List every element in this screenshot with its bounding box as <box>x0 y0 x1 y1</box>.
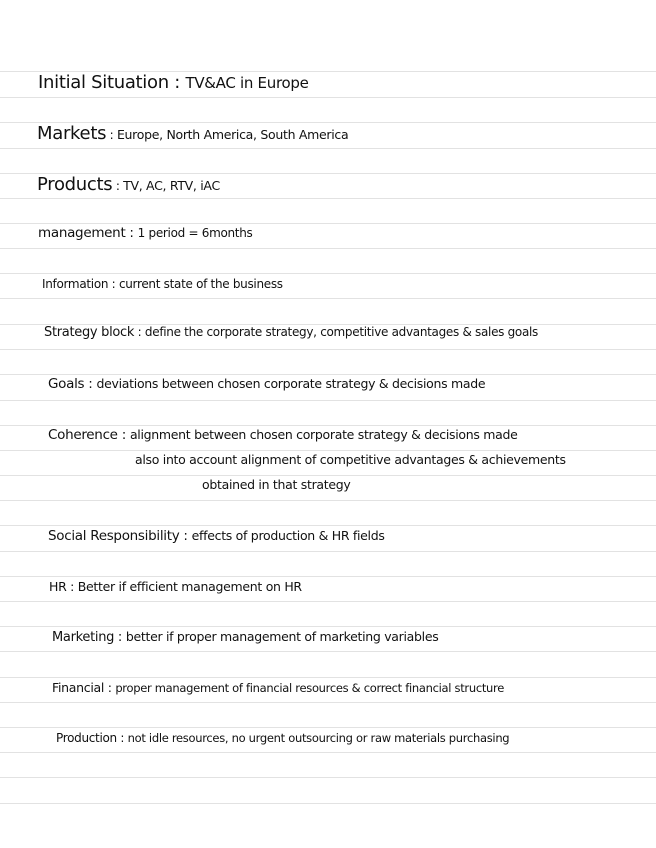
note-label: management <box>38 225 126 241</box>
note-text: 1 period = 6months <box>137 226 253 240</box>
note-line-production <box>56 731 509 745</box>
note-line-strategy-block <box>44 325 538 340</box>
note-label: Marketing <box>52 630 115 645</box>
ruled-line <box>0 702 656 703</box>
note-label: Strategy block <box>44 325 135 340</box>
note-text: TV, AC, RTV, iAC <box>123 178 220 193</box>
note-line-marketing <box>52 629 438 645</box>
ruled-line <box>0 273 656 274</box>
ruled-line <box>0 727 656 728</box>
note-separator: : <box>168 72 186 93</box>
note-label: Financial <box>52 680 105 695</box>
note-label: Initial Situation <box>38 72 169 93</box>
ruled-line <box>0 651 656 652</box>
note-line-products <box>37 174 220 195</box>
note-text: also into account alignment of competitive advantages & achievements <box>135 452 566 467</box>
note-separator: : <box>84 376 97 392</box>
note-label: Goals <box>48 376 85 392</box>
ruled-line <box>0 525 656 526</box>
note-separator: : <box>112 179 124 193</box>
note-label: Products <box>37 174 113 195</box>
note-label: Coherence <box>48 427 118 443</box>
note-line-management <box>38 225 252 241</box>
note-line-initial-situation <box>38 72 309 93</box>
ruled-line <box>0 97 656 98</box>
ruled-line <box>0 248 656 249</box>
note-label: HR <box>49 579 67 594</box>
ruled-line <box>0 425 656 426</box>
note-text: obtained in that strategy <box>202 477 351 492</box>
note-label: Information <box>42 277 109 291</box>
note-line-coherence-cont-2 <box>202 477 351 492</box>
note-separator: : <box>108 277 119 291</box>
note-text: better if proper management of marketing variables <box>125 629 439 644</box>
note-text: not idle resources, no urgent outsourcing or raw materials purchasing <box>127 731 510 745</box>
note-separator: : <box>106 128 117 142</box>
note-separator: : <box>66 579 78 594</box>
note-separator: : <box>125 225 138 241</box>
note-text: effects of production & HR fields <box>191 528 385 543</box>
note-text: proper management of financial resources & correct financial structure <box>115 681 505 695</box>
ruled-line <box>0 677 656 678</box>
note-line-goals <box>48 376 485 392</box>
note-separator: : <box>117 427 130 443</box>
note-text: Better if efficient management on HR <box>77 579 302 594</box>
note-label: Social Responsibility <box>48 528 180 544</box>
note-text: current state of the business <box>118 277 283 291</box>
note-separator: : <box>134 325 145 339</box>
ruled-line <box>0 777 656 778</box>
note-separator: : <box>179 528 192 544</box>
note-separator: : <box>116 731 128 745</box>
note-line-markets <box>37 123 348 144</box>
ruled-line <box>0 298 656 299</box>
ruled-line <box>0 198 656 199</box>
note-text: Europe, North America, South America <box>116 127 349 142</box>
note-text: deviations between chosen corporate strategy & decisions made <box>96 376 486 391</box>
ruled-line <box>0 500 656 501</box>
ruled-line <box>0 626 656 627</box>
note-line-hr <box>49 579 302 594</box>
note-text: define the corporate strategy, competitive advantages & sales goals <box>144 325 539 339</box>
note-line-coherence <box>48 427 518 443</box>
ruled-line <box>0 148 656 149</box>
ruled-line <box>0 551 656 552</box>
ruled-line <box>0 374 656 375</box>
ruled-line <box>0 803 656 804</box>
ruled-line <box>0 601 656 602</box>
ruled-line <box>0 223 656 224</box>
note-label: Markets <box>37 123 107 144</box>
note-separator: : <box>104 680 116 695</box>
note-label: Production <box>56 731 117 745</box>
note-line-social-responsibility <box>48 528 385 544</box>
ruled-line <box>0 450 656 451</box>
ruled-line <box>0 349 656 350</box>
ruled-line <box>0 752 656 753</box>
ruled-line <box>0 576 656 577</box>
note-line-coherence-cont-1 <box>135 452 566 467</box>
note-line-financial <box>52 680 504 695</box>
ruled-line <box>0 475 656 476</box>
note-line-information <box>42 277 283 291</box>
note-text: alignment between chosen corporate strategy & decisions made <box>129 427 518 442</box>
note-separator: : <box>114 630 126 645</box>
ruled-line <box>0 400 656 401</box>
note-text: TV&AC in Europe <box>185 74 309 92</box>
